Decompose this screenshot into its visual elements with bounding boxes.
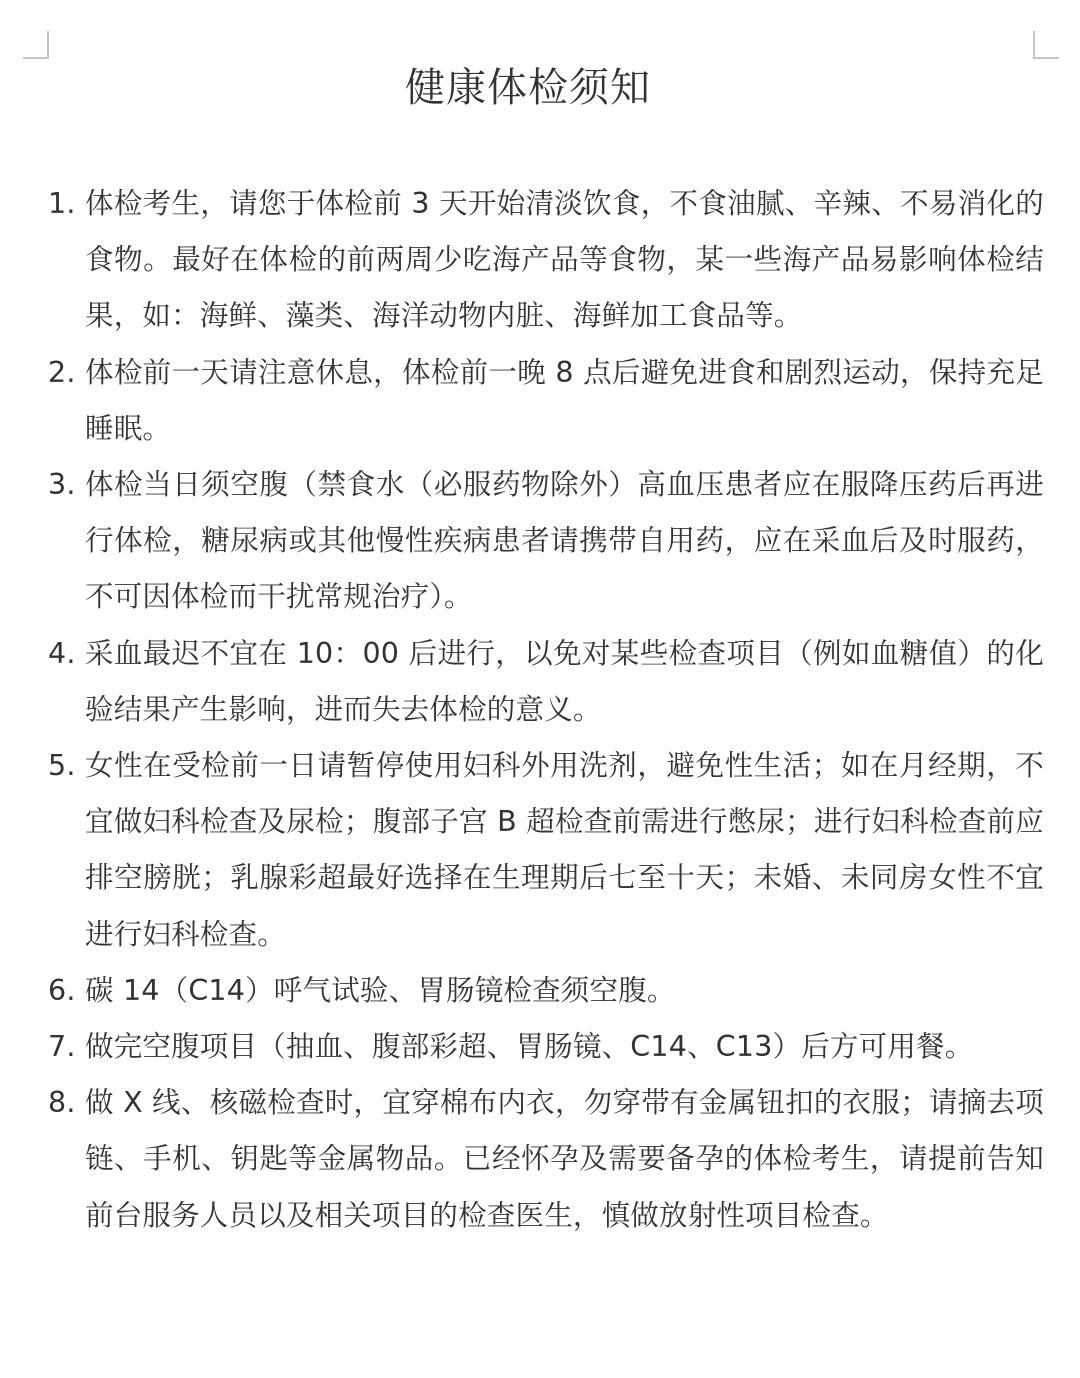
notice-list bbox=[48, 176, 1044, 1244]
crop-mark-top-right bbox=[1033, 31, 1059, 59]
item-text: 采血最迟不宜在 10：00 后进行，以免对某些检查项目（例如血糖值）的化验结果产生影响，进而失去体检的意义。 bbox=[85, 636, 1044, 726]
item-number: 6. bbox=[48, 973, 76, 1007]
item-text: 碳 14（C14）呼气试验、胃肠镜检查须空腹。 bbox=[85, 973, 676, 1007]
list-item-8 bbox=[48, 1075, 1044, 1244]
item-number: 5. bbox=[48, 749, 76, 783]
item-text: 做 X 线、核磁检查时，宜穿棉布内衣，勿穿带有金属钮扣的衣服；请摘去项链、手机、钥匙等金属物品。已经怀孕及需要备孕的体检考生，请提前告知前台服务人员以及相关项目的检查医生，慎做放射性项目检查。 bbox=[85, 1086, 1044, 1232]
document-title: 健康体检须知 bbox=[405, 65, 651, 111]
item-text: 体检前一天请注意休息，体检前一晚 8 点后避免进食和剧烈运动，保持充足睡眠。 bbox=[85, 355, 1044, 445]
list-item-6 bbox=[48, 963, 1044, 1019]
item-number: 7. bbox=[48, 1030, 76, 1064]
list-item-2 bbox=[48, 345, 1044, 457]
list-item-3 bbox=[48, 457, 1044, 626]
list-item-1 bbox=[48, 176, 1044, 345]
item-text: 女性在受检前一日请暂停使用妇科外用洗剂，避免性生活；如在月经期，不宜做妇科检查及尿检；腹部子宫 B 超检查前需进行憋尿；进行妇科检查前应排空膀胱；乳腺彩超最好选择在生理期后七至十天；未婚、未同房女性不宜进行妇科检查。 bbox=[85, 749, 1044, 951]
item-number: 8. bbox=[48, 1086, 76, 1120]
item-text: 做完空腹项目（抽血、腹部彩超、胃肠镜、C14、C13）后方可用餐。 bbox=[85, 1030, 974, 1064]
crop-mark-top-left bbox=[23, 31, 49, 59]
list-item-5 bbox=[48, 738, 1044, 963]
item-number: 1. bbox=[48, 187, 76, 220]
item-text: 体检考生，请您于体检前 3 天开始清淡饮食，不食油腻、辛辣、不易消化的食物。最好在体检的前两周少吃海产品等食物，某一些海产品易影响体检结果，如：海鲜、藻类、海洋动物内脏、海鲜加工食品等。 bbox=[85, 187, 1044, 333]
list-item-4 bbox=[48, 626, 1044, 738]
list-item-7 bbox=[48, 1019, 1044, 1075]
item-number: 4. bbox=[48, 636, 76, 670]
item-text: 体检当日须空腹（禁食水（必服药物除外）高血压患者应在服降压药后再进行体检，糖尿病或其他慢性疾病患者请携带自用药，应在采血后及时服药，不可因体检而干扰常规治疗）。 bbox=[85, 468, 1044, 614]
item-number: 3. bbox=[48, 468, 76, 502]
item-number: 2. bbox=[48, 355, 76, 389]
